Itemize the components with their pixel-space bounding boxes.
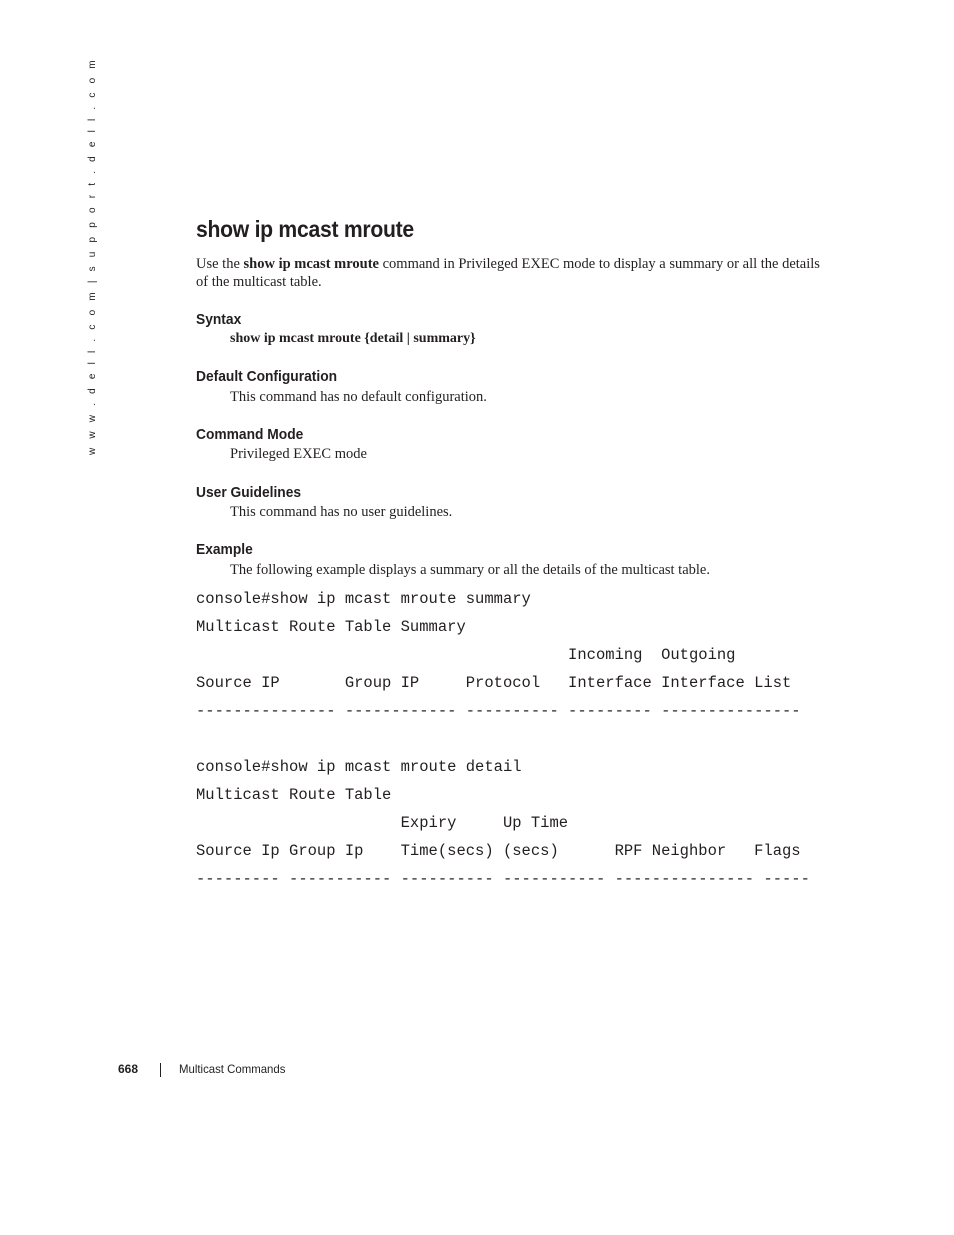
intro-before: Use the — [196, 256, 244, 272]
command-mode-heading: Command Mode — [196, 426, 304, 443]
page-title: show ip mcast mroute — [196, 216, 414, 242]
code-detail-header-2: Source Ip Group Ip Time(secs) (secs) RPF Neighbor Flags — [196, 842, 801, 860]
side-url: w w w . d e l l . c o m | s u p p o r t . d e l l . c o m — [87, 57, 98, 455]
code-detail-title: Multicast Route Table — [196, 786, 392, 804]
default-config-heading: Default Configuration — [196, 368, 338, 385]
footer-section-title: Multicast Commands — [179, 1062, 286, 1076]
example-body: The following example displays a summary or all the details of the multicast table. — [230, 562, 710, 578]
intro-paragraph — [196, 255, 820, 291]
example-heading: Example — [196, 541, 253, 558]
intro-command: show ip mcast mroute — [243, 256, 379, 272]
code-summary-rule: --------------- ------------ ---------- --------- --------------- — [196, 702, 801, 720]
user-guidelines-body: This command has no user guidelines. — [230, 504, 453, 520]
code-summary-title: Multicast Route Table Summary — [196, 618, 466, 636]
default-config-body: This command has no default configuration. — [230, 389, 487, 405]
code-summary-header-1: Incoming Outgoing — [196, 646, 736, 664]
syntax-heading: Syntax — [196, 311, 242, 328]
command-mode-body: Privileged EXEC mode — [230, 446, 367, 462]
code-detail-rule: --------- ----------- ---------- ----------- --------------- ----- — [196, 870, 810, 888]
footer-divider — [160, 1063, 161, 1077]
code-summary-header-2: Source IP Group IP Protocol Interface Interface List — [196, 674, 792, 692]
intro-after: command in Privileged EXEC mode to display a summary or all the details of the multicast table. — [196, 256, 820, 290]
code-detail-header-1: Expiry Up Time — [196, 814, 569, 832]
code-summary-command: console#show ip mcast mroute summary — [196, 590, 531, 608]
syntax-body: show ip mcast mroute {detail | summary} — [230, 331, 476, 346]
page-number: 668 — [118, 1062, 139, 1076]
user-guidelines-heading: User Guidelines — [196, 484, 302, 501]
code-detail-command: console#show ip mcast mroute detail — [196, 758, 522, 776]
